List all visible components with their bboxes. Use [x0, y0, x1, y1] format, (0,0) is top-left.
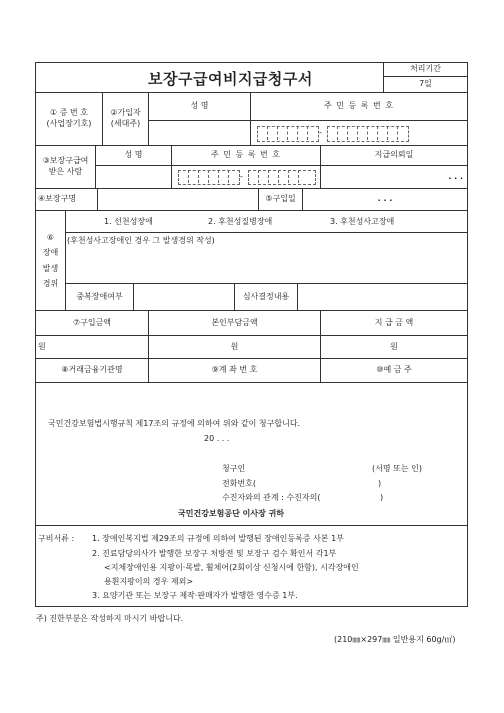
account-holder-header: ⑩예 금 주	[376, 365, 412, 375]
subscriber-line2: (세대주)	[110, 119, 141, 128]
paper-spec: (210㎜×297㎜ 일반용지 60g/㎡)	[334, 635, 456, 644]
recipient-line1: ③보장구급여	[42, 156, 89, 166]
subscriber-line1: ②가입자	[110, 108, 141, 118]
processing-period-label: 처리기간	[410, 64, 441, 74]
option-congenital[interactable]: 1. 선천성장애	[104, 217, 153, 226]
recipient-line2: 받은 사람	[48, 167, 83, 176]
cert-no-label	[36, 93, 102, 145]
recipient-name-field[interactable]	[96, 166, 171, 188]
self-pay-header: 본인부담금액	[211, 317, 258, 327]
accident-description-field[interactable]	[66, 247, 467, 283]
payment-request-date-field[interactable]: . . .	[448, 171, 463, 181]
purchase-amount-won[interactable]: 원	[38, 341, 46, 351]
phone-close: )	[378, 479, 382, 488]
attachment-item-2-sub2: 용흰지팡이의 경우 제외>	[104, 577, 194, 586]
addressee: 국민건강보험공단 이사장 귀하	[178, 509, 285, 518]
subscriber-name-header: 성 명	[190, 101, 209, 111]
cert-no-line2: (사업장기호)	[46, 119, 92, 128]
disability-cause-line1: 장애	[42, 248, 59, 258]
disability-cause-num: ⑥	[46, 233, 55, 243]
multiple-disability-label: 중복장애여부	[76, 291, 123, 301]
disability-cause-label	[36, 211, 65, 310]
device-name-field[interactable]	[98, 189, 258, 210]
attachment-item-2: 2. 진료담당의사가 발행한 보장구 처방전 및 보장구 검수 확인서 각1부	[92, 549, 337, 558]
form-title: 보장구급여비지급청구서	[148, 70, 313, 88]
recipient-label	[36, 146, 95, 188]
attachment-item-1: 1. 장애인복지법 제29조의 규정에 의하여 발행된 장애인등록증 사본 1부	[92, 534, 344, 543]
claimant-label: 청구인	[222, 464, 246, 473]
declaration-date[interactable]: 20 . . .	[204, 434, 230, 443]
disability-cause-line3: 경위	[42, 278, 59, 288]
review-decision-field[interactable]	[298, 284, 467, 310]
recipient-rrn-field[interactable]	[172, 166, 320, 188]
attachment-item-3: 3. 요양기관 또는 보장구 제작·판매자가 발행한 영수증 1부.	[92, 591, 298, 600]
cert-no-line1: ① 증 번 호	[50, 108, 88, 118]
recipient-rrn-header: 주 민 등 록 번 호	[210, 150, 282, 160]
phone-label[interactable]: 전화번호(	[222, 479, 257, 488]
disability-cause-line2: 발생	[42, 263, 59, 273]
subscriber-rrn-dash: -	[319, 128, 322, 137]
self-pay-won[interactable]: 원	[230, 341, 239, 351]
option-acquired-accident[interactable]: 3. 후천성사고장애	[330, 217, 395, 226]
attachment-item-2-sub1: <지체장애인용 지팡이·목발, 휠체어(2회이상 신청시에 한함), 시각장애인	[104, 563, 359, 572]
review-decision-label: 심사결정내용	[242, 291, 290, 301]
subscriber-name-field[interactable]	[149, 121, 250, 145]
device-name-label: ④보장구명	[38, 194, 77, 204]
recipient-rrn-dash: -	[240, 172, 243, 181]
account-number-header: ⑨계 좌 번 호	[211, 365, 258, 375]
subscriber-rrn-field[interactable]	[251, 121, 467, 145]
multiple-disability-field[interactable]	[134, 284, 234, 310]
purchase-date-field[interactable]: . . .	[377, 194, 393, 204]
acquired-accident-note: (후천성사고장애인 경우 그 발생경위 작성)	[67, 236, 215, 245]
bank-institution-header: ⑧거래금융기관명	[61, 365, 123, 375]
purchase-date-label: ⑤구입일	[265, 194, 296, 204]
purchase-amount-header: ⑦구입금액	[72, 317, 112, 327]
recipient-name-header: 성 명	[124, 150, 143, 160]
payment-request-date-header: 지급의뢰일	[374, 150, 414, 160]
declaration-statement: 국민건강보험법시행규칙 제17조의 규정에 의하여 위와 같이 청구합니다.	[48, 419, 301, 428]
subscriber-label	[103, 93, 148, 145]
relation-close: )	[380, 493, 384, 502]
payment-amount-won[interactable]: 원	[390, 341, 398, 351]
footnote: 주) 진한부분은 작성하지 마시기 바랍니다.	[36, 614, 184, 623]
attachments-label: 구비서류 :	[38, 534, 75, 543]
payment-amount-header: 지 급 금 액	[374, 317, 414, 327]
processing-period-value: 7일	[419, 79, 432, 89]
claimant-sign[interactable]: (서명 또는 인)	[372, 464, 422, 473]
option-acquired-disease[interactable]: 2. 후천성질병장애	[208, 217, 273, 226]
relation-label[interactable]: 수진자와의 관계 : 수진자의(	[222, 493, 321, 502]
subscriber-rrn-header: 주 민 등 록 번 호	[323, 101, 395, 111]
